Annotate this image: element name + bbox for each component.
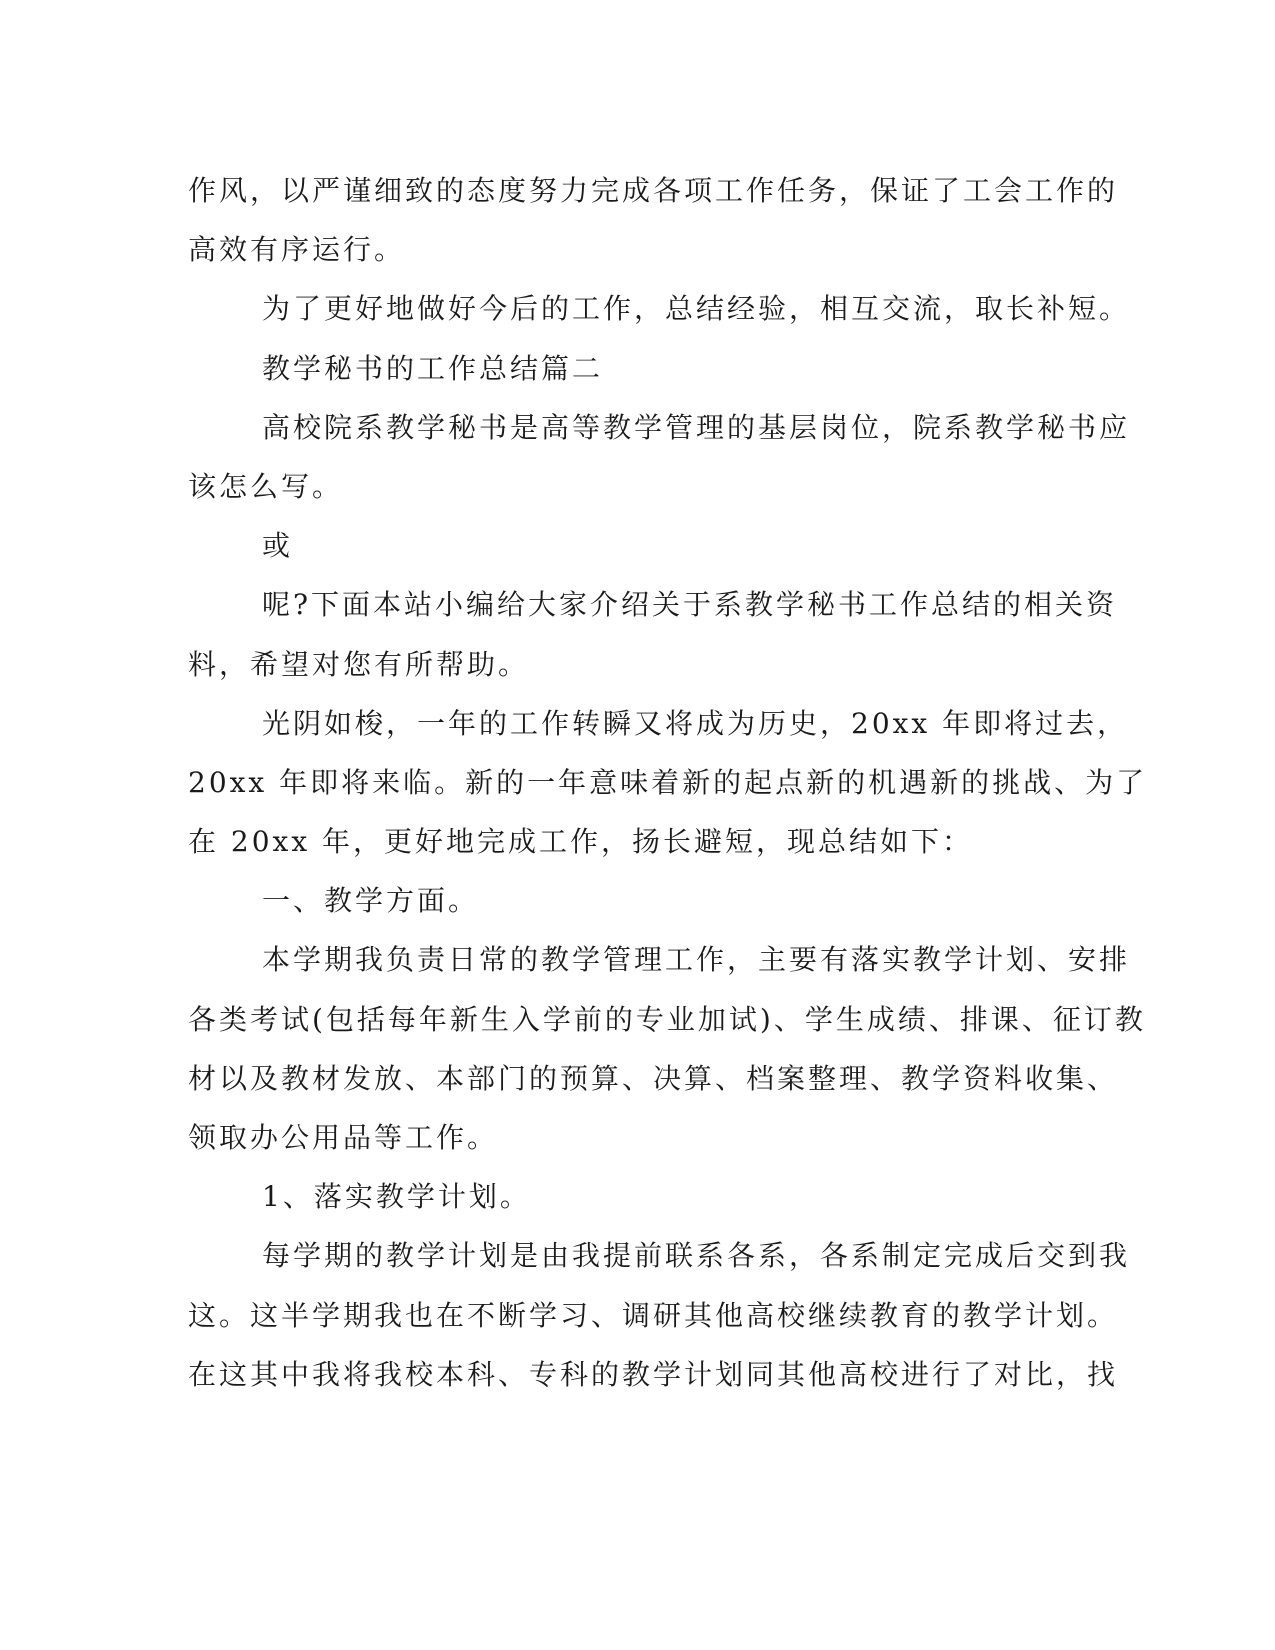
text-line: 料，希望对您有所帮助。 bbox=[188, 647, 530, 681]
text-line: 呢?下面本站小编给大家介绍关于系教学秘书工作总结的相关资 bbox=[262, 588, 1118, 622]
text-line: 在这其中我将我校本科、专科的教学计划同其他高校进行了对比，找 bbox=[188, 1357, 1119, 1391]
text-line: 为了更好地做好今后的工作，总结经验，相互交流，取长补短。 bbox=[262, 292, 1131, 326]
text-line: 高效有序运行。 bbox=[188, 233, 406, 267]
text-line: 这。这半学期我也在不断学习、调研其他高校继续教育的教学计划。 bbox=[188, 1298, 1119, 1332]
text-line: 20xx 年即将来临。新的一年意味着新的起点新的机遇新的挑战、为了 bbox=[188, 765, 1148, 799]
text-line: 教学秘书的工作总结篇二 bbox=[262, 351, 604, 385]
text-line: 高校院系教学秘书是高等教学管理的基层岗位，院系教学秘书应 bbox=[262, 410, 1131, 444]
text-line: 各类考试(包括每年新生入学前的专业加试)、学生成绩、排课、征订教 bbox=[188, 1002, 1146, 1036]
text-line: 在 20xx 年，更好地完成工作，扬长避短，现总结如下： bbox=[188, 825, 974, 859]
text-line: 领取办公用品等工作。 bbox=[188, 1121, 499, 1154]
text-line: 本学期我负责日常的教学管理工作，主要有落实教学计划、安排 bbox=[262, 943, 1131, 977]
text-line: 每学期的教学计划是由我提前联系各系，各系制定完成后交到我 bbox=[262, 1239, 1131, 1273]
text-line: 1、落实教学计划。 bbox=[262, 1180, 531, 1214]
text-line: 材以及教材发放、本部门的预算、决算、档案整理、教学资料收集、 bbox=[188, 1061, 1119, 1095]
text-line: 该怎么写。 bbox=[188, 469, 344, 503]
text-line: 作风，以严谨细致的态度努力完成各项工作任务，保证了工会工作的 bbox=[188, 174, 1119, 207]
text-line: 光阴如梭，一年的工作转瞬又将成为历史，20xx 年即将过去， bbox=[262, 706, 1129, 740]
document-body bbox=[188, 161, 1148, 1404]
text-line: 或 bbox=[262, 529, 294, 563]
text-line: 一、教学方面。 bbox=[262, 884, 480, 918]
